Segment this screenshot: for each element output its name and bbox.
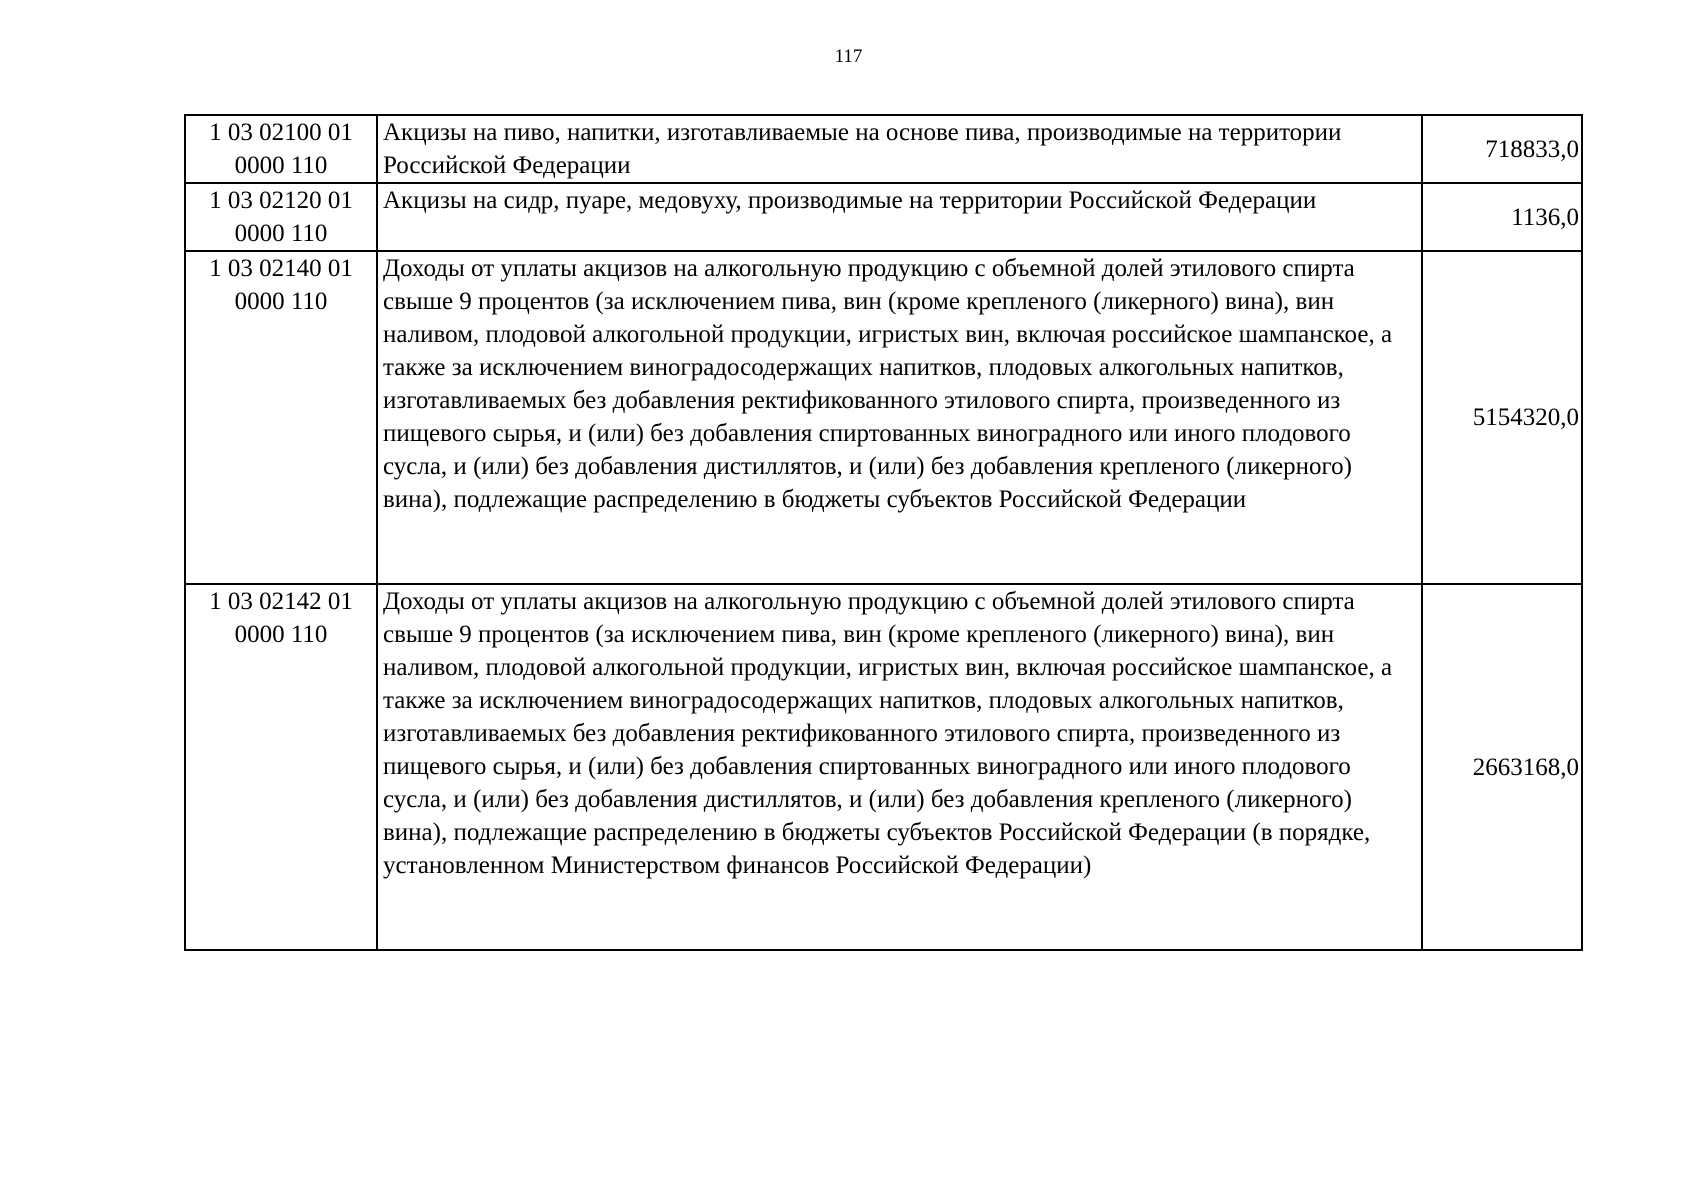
table-row [185, 115, 1582, 183]
amount-cell: 718833,0 [1422, 115, 1582, 183]
budget-code-cell: 1 03 02100 01 0000 110 [185, 115, 377, 183]
budget-code-cell: 1 03 02120 01 0000 110 [185, 183, 377, 251]
description-cell: Акцизы на сидр, пуаре, медовуху, производимые на территории Российской Федерации [377, 183, 1422, 251]
description-cell: Доходы от уплаты акцизов на алкогольную продукцию с объемной долей этилового спирта свыше 9 процентов (за исключением пива, вин (кроме крепленого (ликерного) вина), вин наливом, плодовой алкогольной продукции, игристых вин, включая российское шампанское, а также за исключением виноградосодержащих напитков, плодовых алкогольных напитков, изготавливаемых без добавления ректификованного этилового спирта, произведенного из пищевого сырья, и (или) без добавления спиртованных виноградного или иного плодового сусла, и (или) без добавления дистиллятов, и (или) без добавления крепленого (ликерного) вина), подлежащие распределению в бюджеты субъектов Российской Федерации (в порядке, установленном Министерством финансов Российской Федерации) [377, 584, 1422, 950]
table-row [185, 584, 1582, 950]
revenue-table [184, 114, 1583, 951]
budget-code-cell: 1 03 02142 01 0000 110 [185, 584, 377, 950]
table-row [185, 251, 1582, 584]
amount-cell: 2663168,0 [1422, 584, 1582, 950]
budget-code-cell: 1 03 02140 01 0000 110 [185, 251, 377, 584]
description-cell: Акцизы на пиво, напитки, изготавливаемые на основе пива, производимые на территории Российской Федерации [377, 115, 1422, 183]
amount-cell: 1136,0 [1422, 183, 1582, 251]
table-row [185, 183, 1582, 251]
page-number: 117 [834, 46, 863, 67]
description-cell: Доходы от уплаты акцизов на алкогольную продукцию с объемной долей этилового спирта свыше 9 процентов (за исключением пива, вин (кроме крепленого (ликерного) вина), вин наливом, плодовой алкогольной продукции, игристых вин, включая российское шампанское, а также за исключением виноградосодержащих напитков, плодовых алкогольных напитков, изготавливаемых без добавления ректификованного этилового спирта, произведенного из пищевого сырья, и (или) без добавления спиртованных виноградного или иного плодового сусла, и (или) без добавления дистиллятов, и (или) без добавления крепленого (ликерного) вина), подлежащие распределению в бюджеты субъектов Российской Федерации [377, 251, 1422, 584]
amount-cell: 5154320,0 [1422, 251, 1582, 584]
